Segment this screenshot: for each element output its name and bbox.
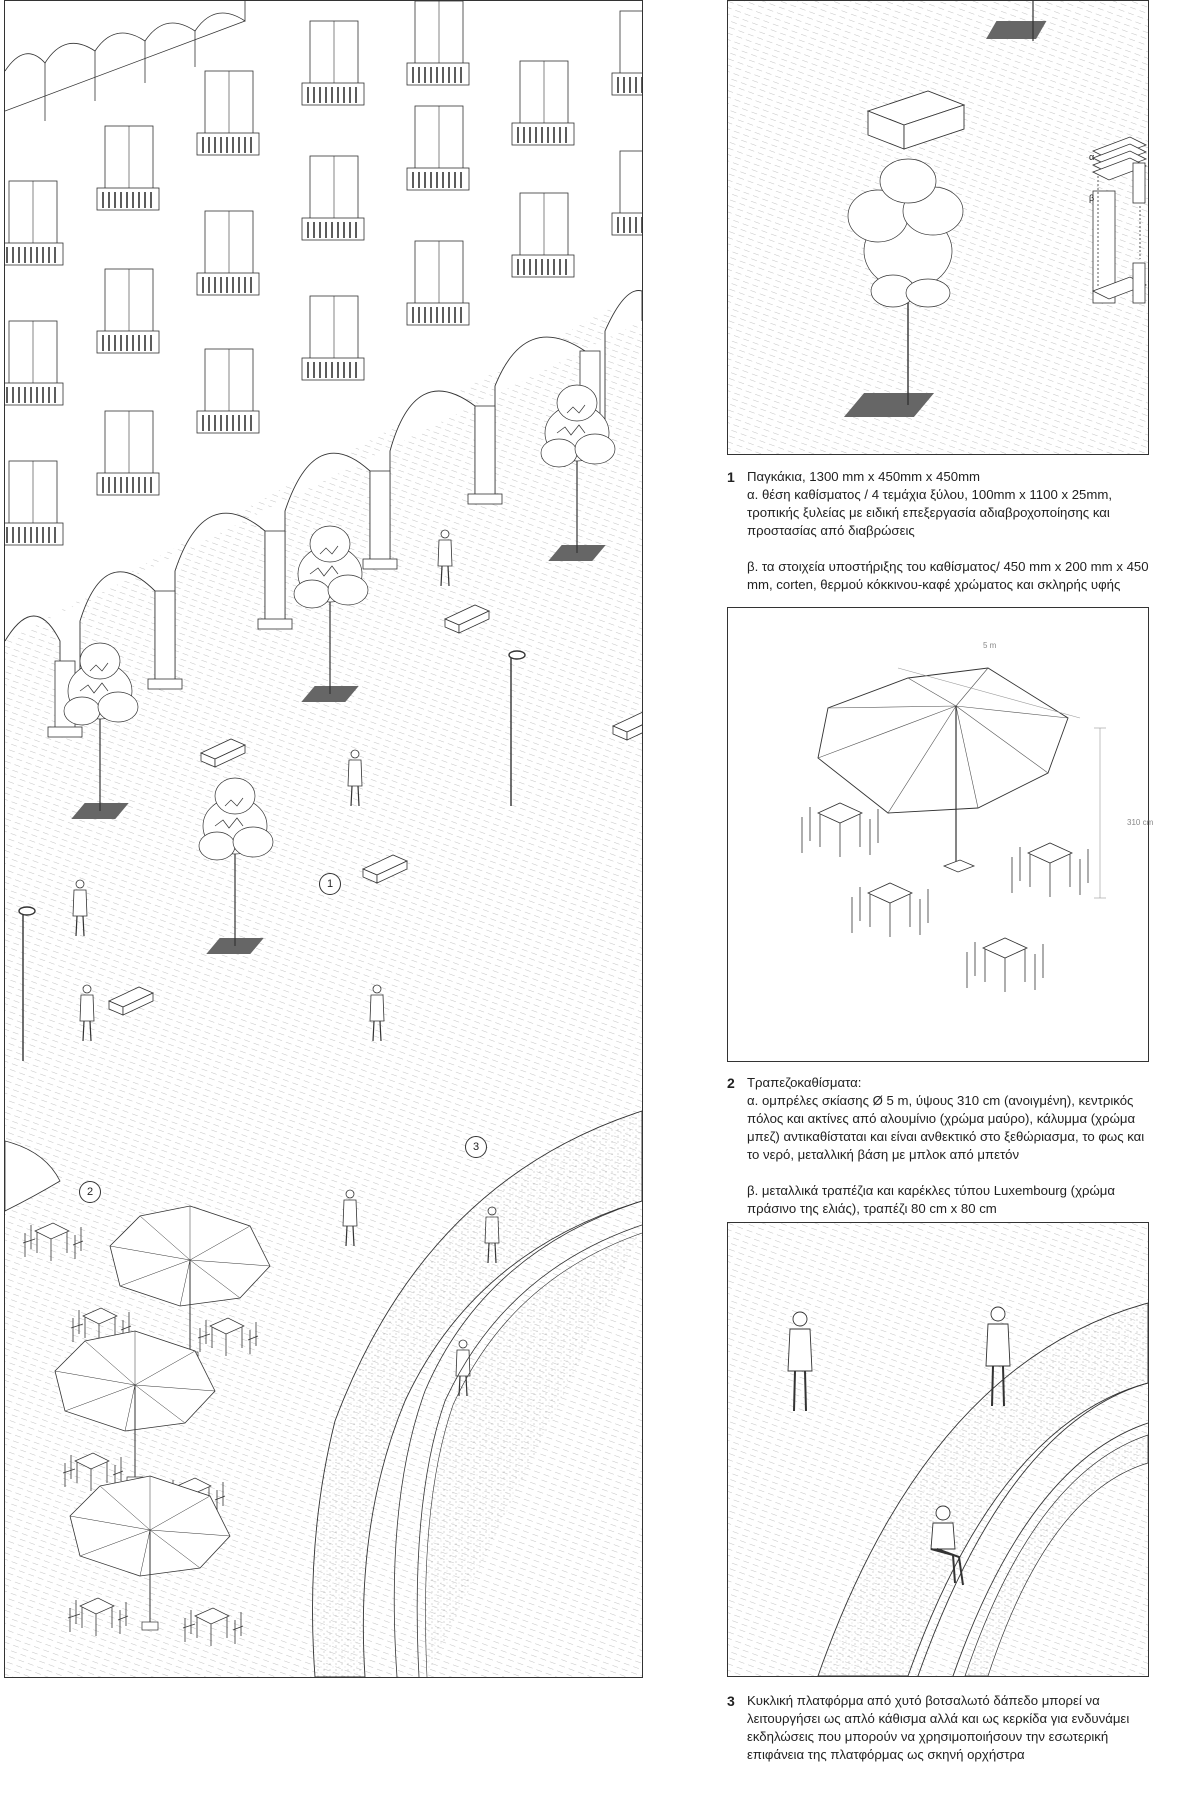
note-1 [727, 468, 1157, 594]
note-2-para-b: β. μεταλλικά τραπέζια και καρέκλες τύπου Luxembourg (χρώμα πράσινο της ελιάς), τραπέζι 80 cm x 80 cm [747, 1183, 1116, 1216]
note-3 [727, 1692, 1157, 1764]
umbrella-detail-drawing [818, 668, 1106, 898]
umbrella-panel-tablesets [802, 803, 1088, 992]
note-1-number: 1 [727, 469, 735, 485]
callout-2: 2 [79, 1181, 101, 1203]
axonometric-plaza-drawing [4, 0, 643, 1678]
note-3-number: 3 [727, 1693, 735, 1709]
note-3-title: Κυκλική πλατφόρμα από χυτό βοτσαλωτό δάπεδο μπορεί να λειτουργήσει ως απλό κάθισμα αλλά και ως κερκίδα για ενδυνάμει εκδηλώσεις που μπορούν να χρησιμοποιήσουν την εσωτερική επιφάνεια της πλατφόρμας ως σκηνή ορχήστρα [747, 1693, 1130, 1762]
platform-detail-panel [727, 1222, 1149, 1677]
bench-label-a: α [1089, 152, 1095, 162]
note-1-para-a: α. θέση καθίσματος / 4 τεμάχια ξύλου, 100mm x 1100 x 25mm, τροπικής ξυλείας με ειδική επεξεργασία αδιαβροχοποίησης και προστασίας από διαβρώσεις [747, 487, 1112, 538]
note-2-number: 2 [727, 1075, 735, 1091]
umbrella-height-label: 310 cm [1127, 818, 1154, 827]
bench-label-b: β [1089, 193, 1095, 203]
umbrella-detail-panel [727, 607, 1149, 1062]
note-1-title: Παγκάκια, 1300 mm x 450mm x 450mm [747, 469, 981, 484]
umbrella-diameter-label: 5 m [983, 641, 997, 650]
note-2-para-a: α. ομπρέλες σκίασης Ø 5 m, ύψους 310 cm (ανοιγμένη), κεντρικός πόλος και ακτίνες από αλουμίνιο (χρώμα μαύρο), κάλυμμα (χρώμα μπεζ) αντικαθίσταται και είναι ανθεκτικό στο ξεθώριασμα, το φως και το νερό, μεταλλική βάση με μπλοκ από μπετόν [747, 1093, 1145, 1162]
bench-detail-panel [727, 0, 1149, 455]
callout-1: 1 [319, 873, 341, 895]
note-1-para-b: β. τα στοιχεία υποστήριξης του καθίσματος/ 450 mm x 200 mm x 450 mm, corten, θερμού κόκκινου-καφέ χρώματος και σκληρής υφής [747, 559, 1149, 592]
note-2 [727, 1074, 1157, 1218]
note-2-title: Τραπεζοκαθίσματα: [747, 1075, 862, 1090]
callout-3: 3 [465, 1136, 487, 1158]
